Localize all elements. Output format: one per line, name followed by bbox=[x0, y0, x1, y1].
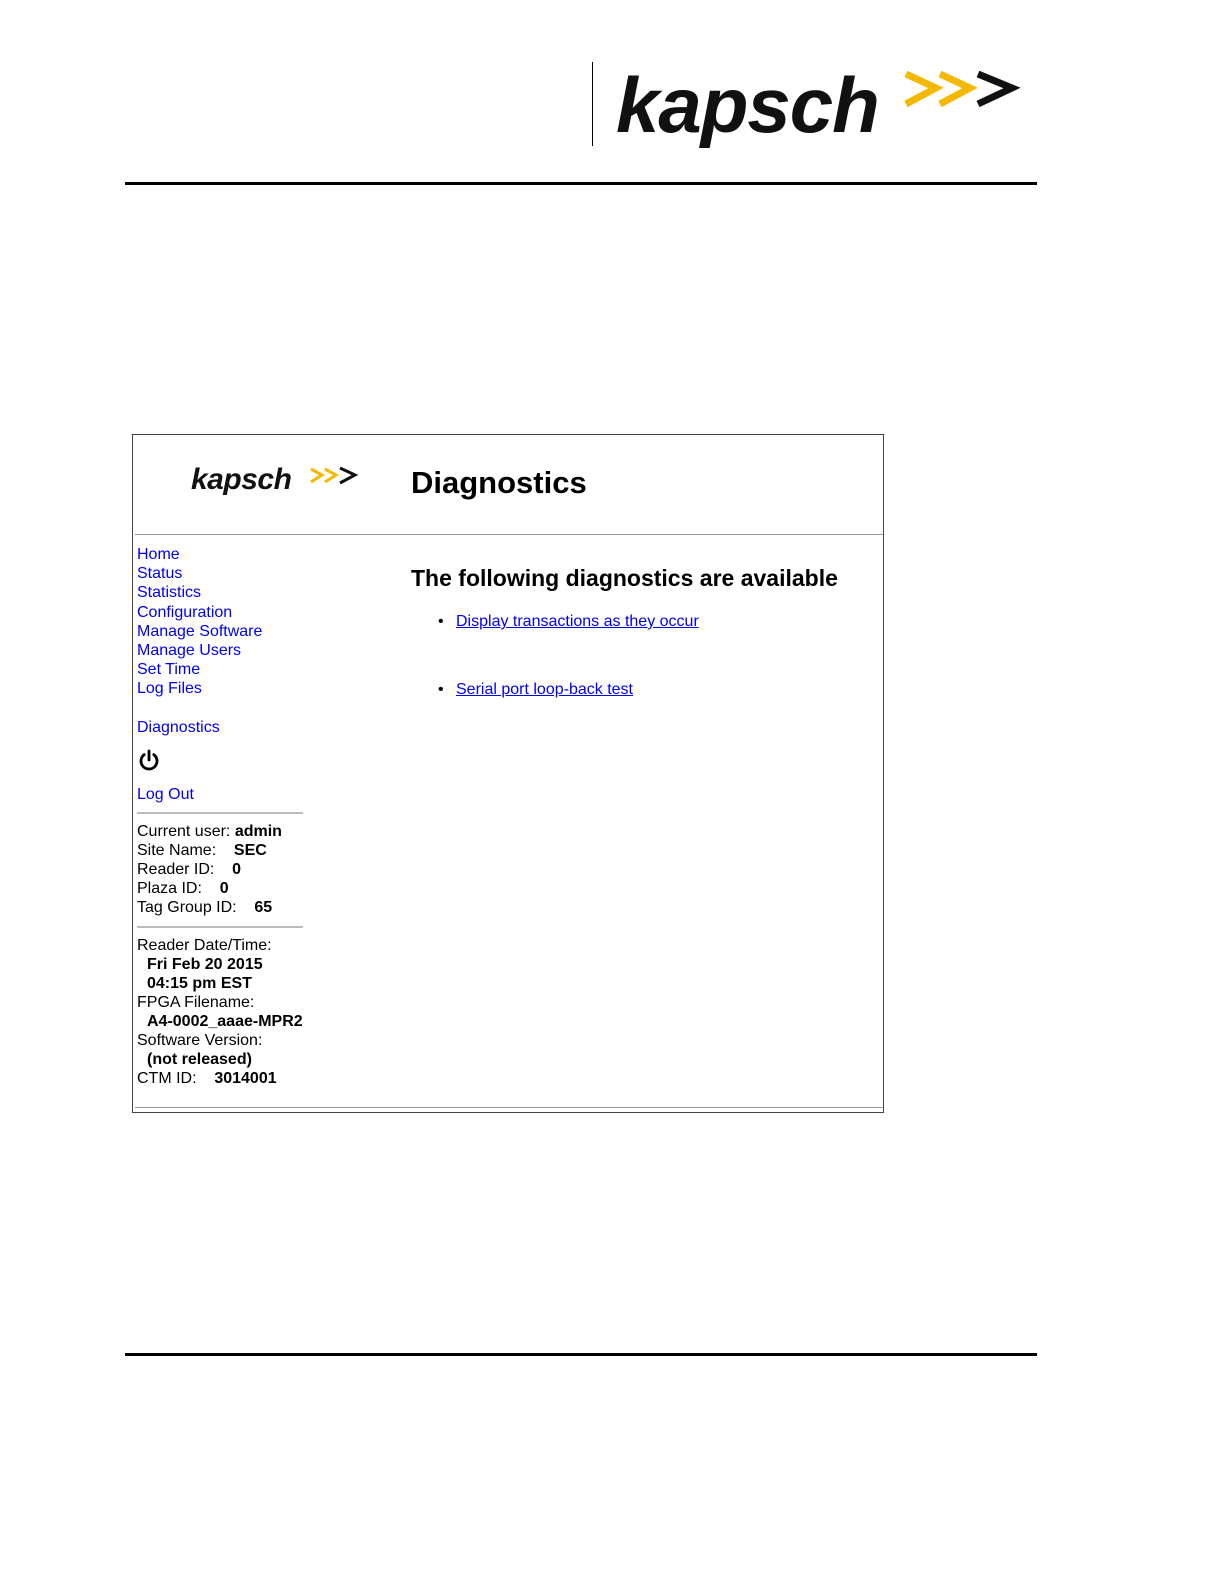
plaza-id-value: 0 bbox=[219, 880, 229, 898]
app-chevrons-icon bbox=[309, 465, 361, 489]
bullet-icon: • bbox=[438, 681, 444, 698]
sidebar-nav bbox=[137, 545, 307, 1088]
ctm-row: CTM ID: 3014001 bbox=[137, 1070, 277, 1088]
logout-link[interactable]: Log Out bbox=[137, 785, 194, 803]
current-user-value: admin bbox=[234, 823, 282, 841]
diagnostics-heading: The following diagnostics are available bbox=[411, 565, 838, 591]
nav-status[interactable]: Status bbox=[137, 565, 183, 583]
power-icon[interactable] bbox=[137, 749, 161, 773]
fpga-label: FPGA Filename: bbox=[137, 993, 255, 1011]
tag-group-row: Tag Group ID: 65 bbox=[137, 899, 273, 917]
diagnostics-list bbox=[411, 612, 871, 700]
software-label: Software Version: bbox=[137, 1031, 263, 1049]
nav-set-time[interactable]: Set Time bbox=[137, 661, 201, 679]
plaza-id-row: Plaza ID: 0 bbox=[137, 880, 229, 898]
nav-manage-software[interactable]: Manage Software bbox=[137, 622, 263, 640]
reader-time: 04:15 pm EST bbox=[147, 974, 252, 992]
nav-log-files[interactable]: Log Files bbox=[137, 680, 202, 698]
reader-details bbox=[137, 936, 307, 1089]
site-name-value: SEC bbox=[233, 842, 267, 860]
app-logo-text: kapsch bbox=[191, 463, 292, 496]
datetime-label: Reader Date/Time: bbox=[137, 936, 272, 954]
header-separator bbox=[135, 534, 883, 535]
page-title: Diagnostics bbox=[411, 465, 587, 500]
nav-configuration[interactable]: Configuration bbox=[137, 603, 233, 621]
nav-manage-users[interactable]: Manage Users bbox=[137, 642, 242, 660]
kapsch-logo-text: kapsch bbox=[616, 61, 879, 149]
site-name-row: Site Name: SEC bbox=[137, 842, 267, 860]
sidebar-divider bbox=[137, 926, 303, 928]
serial-loopback-link[interactable]: Serial port loop-back test bbox=[456, 681, 633, 698]
software-value: (not released) bbox=[147, 1051, 252, 1069]
sidebar-divider bbox=[137, 812, 303, 814]
footer-separator bbox=[135, 1107, 883, 1108]
reader-info bbox=[137, 822, 307, 917]
display-transactions-link[interactable]: Display transactions as they occur bbox=[456, 613, 699, 630]
ctm-value: 3014001 bbox=[214, 1070, 277, 1088]
nav-diagnostics[interactable]: Diagnostics bbox=[137, 718, 220, 736]
fpga-value: A4-0002_aaae-MPR2 bbox=[147, 1012, 303, 1030]
list-item bbox=[411, 612, 871, 632]
bullet-icon: • bbox=[438, 613, 444, 630]
reader-id-row: Reader ID: 0 bbox=[137, 861, 242, 879]
list-item bbox=[411, 680, 871, 700]
app-header bbox=[133, 435, 883, 535]
reader-web-ui bbox=[132, 434, 884, 1113]
nav-home[interactable]: Home bbox=[137, 546, 180, 563]
reader-date: Fri Feb 20 2015 bbox=[147, 955, 263, 973]
footer-rule bbox=[125, 1353, 1037, 1356]
header-rule bbox=[125, 182, 1037, 185]
diagnostics-content bbox=[411, 565, 871, 748]
tag-group-value: 65 bbox=[254, 899, 273, 917]
nav-statistics[interactable]: Statistics bbox=[137, 584, 202, 602]
kapsch-chevrons-icon bbox=[902, 66, 1022, 116]
current-user-row: Current user: admin bbox=[137, 823, 282, 841]
reader-id-value: 0 bbox=[232, 861, 242, 879]
header-divider bbox=[592, 62, 593, 146]
